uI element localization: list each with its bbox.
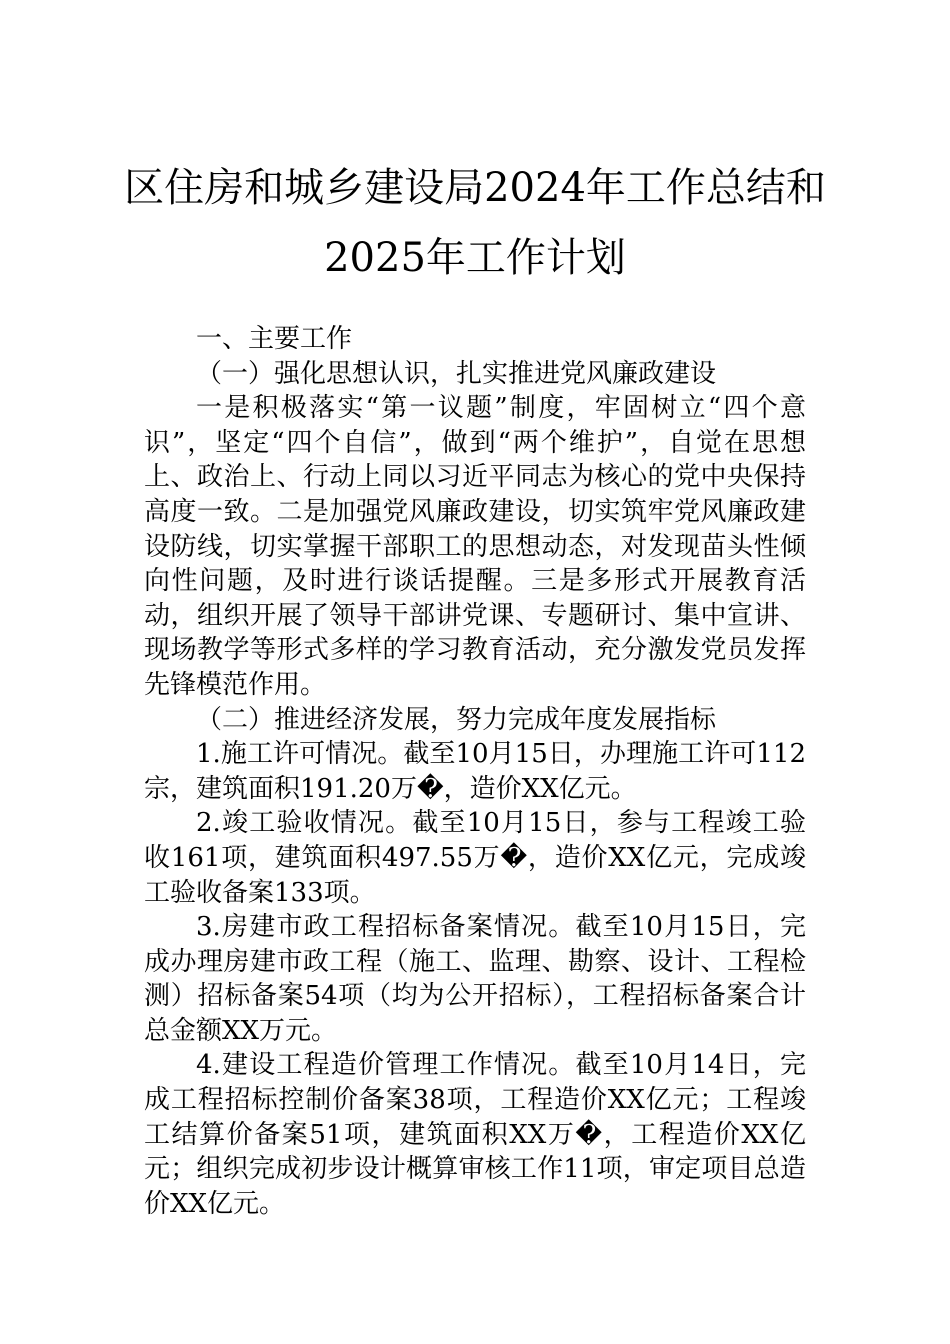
body-paragraph: 3.房建市政工程招标备案情况。截至10月15日，完成办理房建市政工程（施工、监理、勘察、设计、工程检测）招标备案54项（均为公开招标），工程招标备案合计总金额XX万元。	[144, 912, 806, 1046]
document-title-line-2: 2025年工作计划	[324, 235, 626, 281]
section-heading: 一、主要工作	[196, 324, 353, 354]
body-paragraph: 4.建设工程造价管理工作情况。截至10月14日，完成工程招标控制价备案38项，工程造价XX亿元；工程竣工结算价备案51项，建筑面积XX万�，工程造价XX亿元；组织完成初步设计概算审核工作11项，审定项目总造价XX亿元。	[144, 1050, 806, 1219]
document-body	[144, 322, 806, 1221]
body-paragraph: 1.施工许可情况。截至10月15日，办理施工许可112宗，建筑面积191.20万�，造价XX亿元。	[144, 739, 806, 804]
body-paragraph: 2.竣工验收情况。截至10月15日，参与工程竣工验收161项，建筑面积497.55万�，造价XX亿元，完成竣工验收备案133项。	[144, 808, 806, 908]
subsection-heading: （一）强化思想认识，扎实推进党风廉政建设	[196, 358, 717, 389]
body-paragraph: 一是积极落实“第一议题”制度，牢固树立“四个意识”，坚定“四个自信”，做到“两个维护”，自觉在思想上、政治上、行动上同以习近平同志为核心的党中央保持高度一致。二是加强党风廉政建设，切实筑牢党风廉政建设防线，切实掌握干部职工的思想动态，对发现苗头性倾向性问题，及时进行谈话提醒。三是多形式开展教育活动，组织开展了领导干部讲党课、专题研讨、集中宣讲、现场教学等形式多样的学习教育活动，充分激发党员发挥先锋模范作用。	[144, 393, 806, 700]
subsection-heading: （二）推进经济发展，努力完成年度发展指标	[196, 704, 717, 735]
document-title-line-1: 区住房和城乡建设局2024年工作总结和	[124, 165, 826, 211]
